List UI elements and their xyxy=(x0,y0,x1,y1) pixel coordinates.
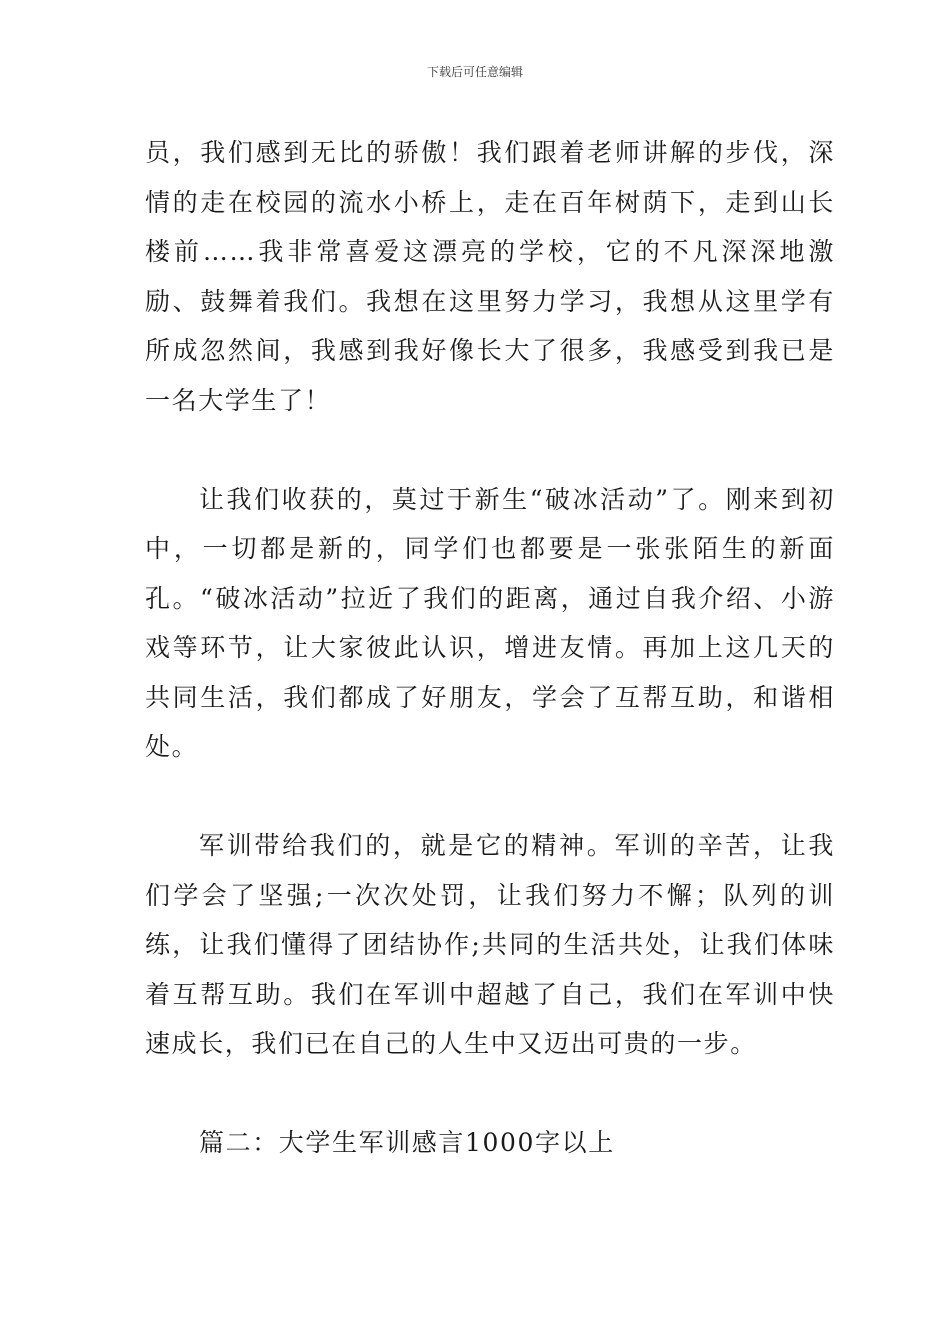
paragraph-gap xyxy=(145,425,835,475)
paragraph-2: 让我们收获的，莫过于新生“破冰活动”了。刚来到初中，一切都是新的，同学们也都要是一张张陌生的新面孔。“破冰活动”拉近了我们的距离，通过自我介绍、小游戏等环节，让大家彼此认识，增进友情。再加上这几天的共同生活，我们都成了好朋友，学会了互帮互助，和谐相处。 xyxy=(145,484,835,761)
paragraph-3: 军训带给我们的，就是它的精神。军训的辛苦，让我们学会了坚强;一次次处罚，让我们努力不懈；队列的训练，让我们懂得了团结协作;共同的生活共处，让我们体味着互帮互助。我们在军训中超越了自己，我们在军训中快速成长，我们已在自己的人生中又迈出可贵的一步。 xyxy=(145,831,835,1058)
section-heading: 篇二：大学生军训感言1000字以上 xyxy=(199,1128,615,1157)
paragraph-gap xyxy=(145,1069,835,1119)
document-body xyxy=(145,128,835,1168)
paragraph-1: 员，我们感到无比的骄傲！我们跟着老师讲解的步伐，深情的走在校园的流水小桥上，走在百年树荫下，走到山长楼前……我非常喜爱这漂亮的学校，它的不凡深深地激励、鼓舞着我们。我想在这里努力学习，我想从这里学有所成忽然间，我感到我好像长大了很多，我感受到我已是一名大学生了！ xyxy=(145,138,835,415)
paragraph-gap xyxy=(145,772,835,822)
page-header: 下载后可任意编辑 xyxy=(426,65,523,79)
